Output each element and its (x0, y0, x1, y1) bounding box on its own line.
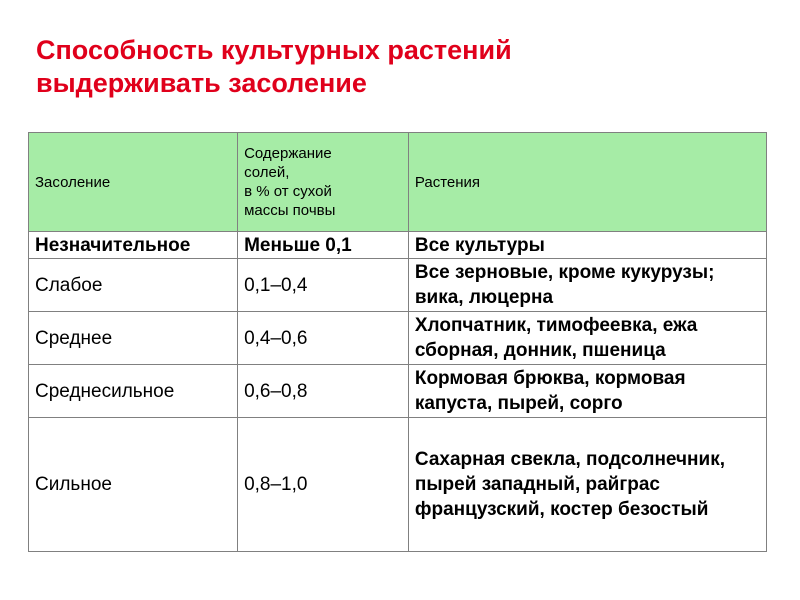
header-salt-content-line-3: в % от сухой (244, 183, 332, 200)
table-row (29, 312, 767, 365)
cell-salinity: Сильное (29, 418, 238, 552)
table-header-row (29, 133, 767, 232)
slide-title-line-2: выдерживать засоление (36, 68, 367, 98)
cell-salinity: Среднее (29, 312, 238, 365)
cell-salt-content: 0,4–0,6 (238, 312, 409, 365)
slide-title (36, 34, 512, 100)
header-salinity: Засоление (29, 133, 238, 232)
cell-plants: Сахарная свекла, подсолнечник, пырей западный, райграс французский, костер безостый (408, 418, 766, 552)
header-salt-content (238, 133, 409, 232)
header-salt-content-line-4: массы почвы (244, 202, 336, 219)
cell-salinity: Незначительное (29, 232, 238, 259)
table-row (29, 365, 767, 418)
table-row (29, 232, 767, 259)
header-salt-content-line-2: солей, (244, 164, 290, 181)
slide-title-line-1: Способность культурных растений (36, 35, 512, 65)
header-plants: Растения (408, 133, 766, 232)
table-row (29, 418, 767, 552)
cell-plants: Кормовая брюква, кормовая капуста, пырей, сорго (408, 365, 766, 418)
cell-plants: Хлопчатник, тимофеевка, ежа сборная, донник, пшеница (408, 312, 766, 365)
cell-plants: Все зерновые, кроме кукурузы; вика, люцерна (408, 259, 766, 312)
cell-salt-content: 0,1–0,4 (238, 259, 409, 312)
header-salt-content-line-1: Содержание (244, 145, 332, 162)
cell-plants: Все культуры (408, 232, 766, 259)
cell-salt-content: 0,8–1,0 (238, 418, 409, 552)
cell-salt-content: Меньше 0,1 (238, 232, 409, 259)
cell-salinity: Среднесильное (29, 365, 238, 418)
salinity-tolerance-table (28, 132, 767, 552)
cell-salt-content: 0,6–0,8 (238, 365, 409, 418)
table-row (29, 259, 767, 312)
cell-salinity: Слабое (29, 259, 238, 312)
